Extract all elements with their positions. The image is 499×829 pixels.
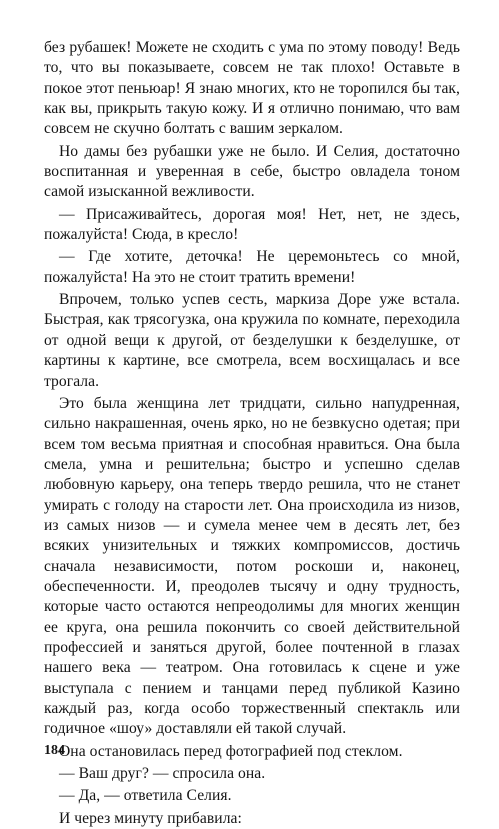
page-number: 184 — [44, 743, 65, 758]
paragraph: без рубашек! Можете не сходить с ума по этому поводу! Ведь то, что вы показываете, совсем не так плохо! Оставьте в покое этот пеньюар! Я знаю многих, кто не торопился бы так, как вы, прикрыть такую кожу. И я отлично понимаю, что вам совсем не скучно болтать с вашим зеркалом. — [44, 39, 460, 138]
paragraph: — Присаживайтесь, дорогая моя! Нет, нет, не здесь, пожалуйста! Сюда, в кресло! — [44, 205, 460, 244]
paragraph: Впрочем, только успев сесть, маркиза Доре уже встала. Быстрая, как трясогузка, она кружила по комнате, переходила от одной вещи к другой, от безделушки к безделушке, от картины к картине, все смотрела, всем восхищалась и все трогала. — [44, 291, 460, 390]
paragraph: Она остановилась перед фотографией под стеклом. — [59, 742, 403, 760]
paragraph: Это была женщина лет тридцати, сильно напудренная, сильно накрашенная, очень ярко, но не безвкусно одетая; при всем том весьма приятная и способная нравиться. Она была смела, умна и решительна; быстро и успешно сделав любовную карьеру, она теперь твердо решила, что не станет умирать с голоду на старости лет. Она происходила из низов, из самых низов — и сумела менее чем в десять лет, без всяких унизительных и тяжких компромиссов, достичь сначала независимости, потом роскоши и, наконец, обеспеченности. И, преодолев тысячу и одну трудность, которые часто остаются непреодолимы для многих женщин ее круга, она решила покончить со своей действительной профессией и заняться другой, более почтенной в глазах нашего века — театром. Она готовилась к сцене и уже выступала с пением и танцами перед публикой Казино каждый раз, когда особо торжественный спектакль или годичное «шоу» доставляли ей такой случай. — [44, 394, 460, 738]
paragraph: Но дамы без рубашки уже не было. И Селия, достаточно воспитанная и уверенная в себе, быстро овладела тоном самой изысканной вежливости. — [44, 142, 460, 201]
paragraph: — Где хотите, деточка! Не церемоньтесь со мной, пожалуйста! На это не стоит тратить времени! — [44, 248, 460, 286]
paragraph: — Ваш друг? — спросила она. — [59, 765, 266, 783]
paragraph: И через минуту прибавила: — [59, 809, 242, 827]
paragraph: — Да, — ответила Селия. — [59, 787, 232, 805]
body-text — [44, 38, 460, 829]
